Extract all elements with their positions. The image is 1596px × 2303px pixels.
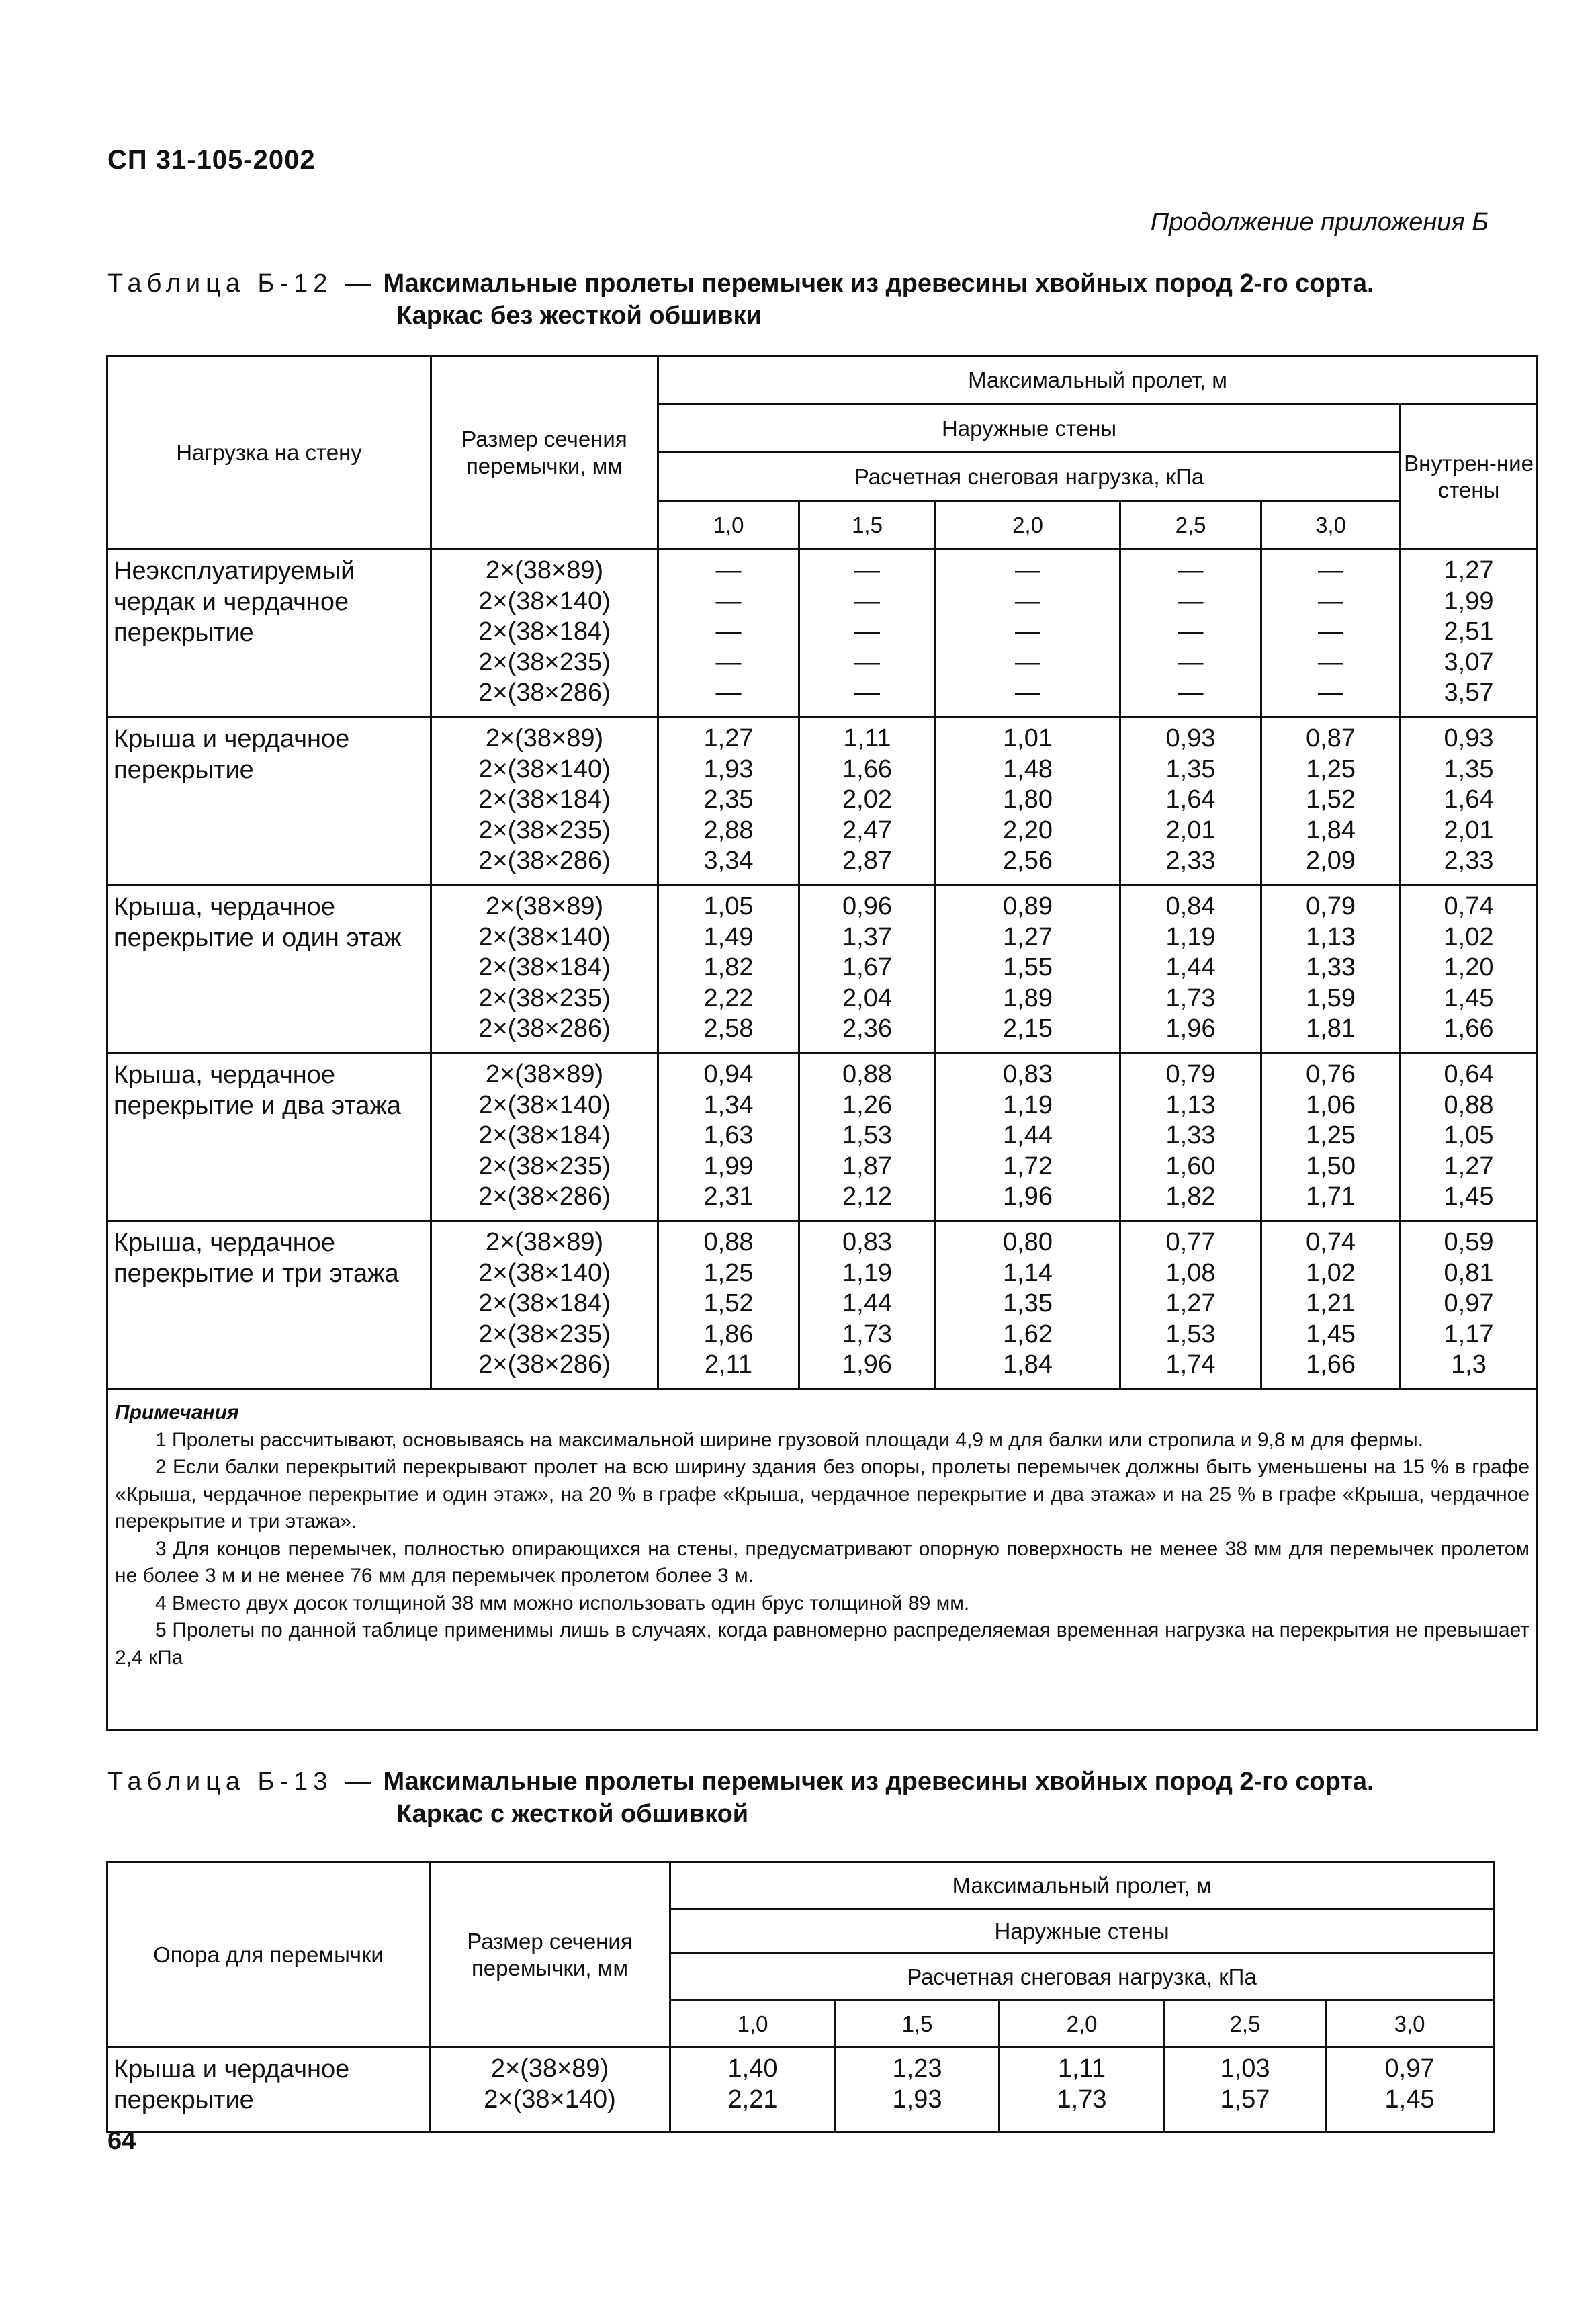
span-values-cell — [1326, 2048, 1494, 2132]
span-values-cell — [658, 885, 799, 1053]
span-value: 2,15 — [1003, 1014, 1053, 1043]
notes-title: Примечания — [115, 1401, 239, 1424]
span-value: 0,97 — [1384, 2054, 1435, 2083]
span-value: 1,50 — [1306, 1152, 1356, 1180]
span-value: 1,05 — [1444, 1121, 1494, 1149]
group-label: Крыша, чердачное перекрытие и два этажа — [107, 1053, 431, 1221]
span-value: — — [1318, 679, 1343, 707]
span-value: 1,27 — [1444, 1152, 1494, 1180]
span-value: 1,89 — [1003, 984, 1053, 1012]
span-value: — — [854, 617, 880, 646]
span-value: — — [1178, 648, 1204, 677]
note-1: 1 Пролеты рассчитывают, основываясь на максимальной ширине грузовой площади 4,9 м для балки или стропила и 9,8 м для фермы. — [155, 1428, 1423, 1451]
span-values-cell — [1401, 1053, 1538, 1221]
span-value: 1,96 — [842, 1350, 892, 1379]
span-value: 1,33 — [1165, 1121, 1216, 1149]
span-value: — — [1178, 586, 1204, 615]
span-value: 1,96 — [1165, 1014, 1216, 1043]
span-values-cell — [936, 550, 1120, 718]
table-13 — [106, 1861, 1495, 2133]
span-values-cell — [1120, 550, 1261, 718]
span-value: 1,35 — [1003, 1289, 1053, 1317]
span-value: 0,59 — [1444, 1228, 1494, 1256]
span-values-cell — [1261, 718, 1401, 885]
span-value: 2,01 — [1444, 816, 1494, 844]
span-value: — — [1015, 556, 1040, 584]
span-value: 2,56 — [1003, 846, 1053, 875]
span-value: 0,79 — [1165, 1060, 1216, 1088]
span-value: 0,83 — [1003, 1060, 1053, 1088]
header-snow-1-5: 1,5 — [836, 2001, 1000, 2048]
span-value: 1,11 — [1057, 2054, 1106, 2083]
span-value: — — [1318, 586, 1343, 615]
section-size: 2×(38×184) — [478, 617, 611, 646]
span-value: 1,13 — [1165, 1090, 1216, 1119]
span-value: — — [715, 617, 742, 646]
section-size: 2×(38×286) — [478, 1182, 611, 1211]
span-value: 0,87 — [1306, 724, 1356, 752]
note-2: 2 Если балки перекрытий перекрывают пролет на всю ширину здания без опоры, пролеты перемычек должны быть уменьшены на 15 % в графе «Крыша, чердачное перекрытие и один этаж», на 20 % в графе «Крыша, чердачное перекрытие и два этажа» и на 25 % в графе «Крыша, чердачное перекрытие и три этажа». — [115, 1456, 1530, 1532]
span-value: 1,02 — [1306, 1258, 1356, 1287]
span-value: 1,26 — [842, 1090, 892, 1119]
span-values-cell — [936, 718, 1120, 885]
table-13-label: Таблица Б-13 — — [107, 1768, 376, 1796]
section-sizes-cell — [431, 885, 658, 1053]
span-values-cell — [1000, 2048, 1165, 2132]
header-snow-3-0: 3,0 — [1261, 501, 1401, 550]
span-value: 1,06 — [1306, 1090, 1356, 1119]
span-value: 0,89 — [1003, 892, 1053, 920]
span-value: 1,34 — [703, 1090, 754, 1119]
span-value: 1,45 — [1444, 984, 1494, 1012]
span-values-cell — [1401, 885, 1538, 1053]
span-value: 0,74 — [1444, 892, 1494, 920]
span-value: 2,21 — [727, 2085, 778, 2114]
span-values-cell — [799, 885, 936, 1053]
span-value: 0,96 — [842, 892, 892, 920]
span-value: 1,45 — [1384, 2085, 1435, 2114]
span-value: 1,81 — [1306, 1014, 1356, 1043]
header-max-span: Максимальный пролет, м — [670, 1862, 1494, 1909]
group-label: Крыша и чердачное перекрытие — [107, 718, 431, 885]
span-values-cell — [658, 1221, 799, 1389]
span-value: 0,83 — [842, 1228, 892, 1256]
header-snow-2-0: 2,0 — [936, 501, 1120, 550]
span-value: 2,58 — [703, 1014, 754, 1043]
span-value: 0,74 — [1306, 1228, 1356, 1256]
group-label: Крыша, чердачное перекрытие и три этажа — [107, 1221, 431, 1389]
span-value: 1,03 — [1220, 2054, 1270, 2083]
span-value: 2,09 — [1306, 846, 1356, 875]
header-load: Нагрузка на стену — [107, 356, 431, 550]
continuation-note: Продолжение приложения Б — [1150, 208, 1489, 236]
span-values-cell — [799, 1221, 936, 1389]
span-value: 0,94 — [703, 1060, 754, 1088]
note-5: 5 Пролеты по данной таблице применимы лишь в случаях, когда равномерно распределяемая временная нагрузка на перекрытия не превышает 2,4 кПа — [115, 1619, 1530, 1669]
span-value: 0,88 — [842, 1060, 892, 1088]
table-13-title-line1: Максимальные пролеты перемычек из древесины хвойных пород 2-го сорта. — [383, 1768, 1374, 1796]
span-value: 1,05 — [703, 892, 754, 920]
span-value: 1,27 — [1003, 922, 1053, 951]
span-value: 2,12 — [842, 1182, 892, 1211]
section-size: 2×(38×286) — [478, 846, 611, 875]
span-value: 2,35 — [703, 785, 754, 814]
header-inner-walls: Внутрен-ние стены — [1401, 404, 1538, 550]
span-value: 3,34 — [703, 846, 754, 875]
span-value: 0,97 — [1444, 1289, 1494, 1317]
header-section: Размер сечения перемычки, мм — [431, 356, 658, 550]
span-value: 1,66 — [1306, 1350, 1356, 1379]
section-size: 2×(38×89) — [485, 1060, 604, 1088]
span-value: 1,73 — [842, 1319, 892, 1348]
span-value: — — [1318, 617, 1343, 646]
span-value: 1,13 — [1306, 922, 1356, 951]
span-value: — — [1015, 679, 1040, 707]
span-value: 1,11 — [843, 724, 891, 752]
header-section: Размер сечения перемычки, мм — [430, 1862, 670, 2048]
span-value: 1,19 — [1165, 922, 1216, 951]
span-value: — — [1015, 586, 1040, 615]
span-value: — — [854, 586, 880, 615]
span-values-cell — [1165, 2048, 1326, 2132]
span-value: 1,01 — [1003, 724, 1053, 752]
span-value: 1,44 — [1165, 953, 1216, 982]
span-values-cell — [1261, 885, 1401, 1053]
span-value: 1,84 — [1003, 1350, 1053, 1379]
span-value: — — [1318, 556, 1343, 584]
span-values-cell — [1401, 550, 1538, 718]
span-value: 1,93 — [703, 754, 754, 783]
span-values-cell — [658, 1053, 799, 1221]
section-sizes-cell — [431, 550, 658, 718]
section-size: 2×(38×89) — [485, 1228, 604, 1256]
group-row — [107, 550, 1538, 718]
section-size: 2×(38×235) — [478, 816, 611, 844]
span-value: 1,33 — [1306, 953, 1356, 982]
span-value: 1,48 — [1003, 754, 1053, 783]
span-value: 1,40 — [727, 2054, 778, 2083]
span-value: 1,35 — [1165, 754, 1216, 783]
span-values-cell — [936, 885, 1120, 1053]
span-value: 2,33 — [1165, 846, 1216, 875]
note-4: 4 Вместо двух досок толщиной 38 мм можно использовать один брус толщиной 89 мм. — [155, 1592, 970, 1614]
span-value: 2,33 — [1444, 846, 1494, 875]
span-value: 1,25 — [1306, 754, 1356, 783]
span-value: 1,66 — [1444, 1014, 1494, 1043]
header-snow-3-0: 3,0 — [1326, 2001, 1494, 2048]
span-value: 1,64 — [1165, 785, 1216, 814]
span-value: 2,01 — [1165, 816, 1216, 844]
header-outer-walls: Наружные стены — [670, 1909, 1494, 1954]
span-value: 1,66 — [842, 754, 892, 783]
span-value: 1,25 — [703, 1258, 754, 1287]
section-sizes-cell — [430, 2048, 670, 2132]
span-values-cell — [1261, 1221, 1401, 1389]
table-13-caption — [107, 1766, 1489, 1830]
table-12-caption — [107, 267, 1489, 332]
section-size: 2×(38×286) — [478, 1014, 611, 1043]
span-value: 1,93 — [892, 2085, 942, 2114]
section-size: 2×(38×89) — [485, 724, 604, 752]
span-value: 2,51 — [1444, 617, 1494, 646]
section-size: 2×(38×235) — [478, 984, 611, 1012]
section-size: 2×(38×286) — [478, 679, 611, 707]
span-value: 1,71 — [1306, 1182, 1356, 1211]
span-value: 1,25 — [1306, 1121, 1356, 1149]
section-size: 2×(38×235) — [478, 1319, 611, 1348]
span-value: 1,63 — [703, 1121, 754, 1149]
span-value: 1,67 — [842, 953, 892, 982]
span-value: 1,74 — [1165, 1350, 1216, 1379]
span-value: 2,47 — [842, 816, 892, 844]
span-value: 0,79 — [1306, 892, 1356, 920]
span-values-cell — [1401, 718, 1538, 885]
span-value: — — [715, 648, 742, 677]
span-value: — — [1178, 679, 1204, 707]
span-value: 1,84 — [1306, 816, 1356, 844]
span-value: 1,20 — [1444, 953, 1494, 982]
section-size: 2×(38×140) — [478, 754, 611, 783]
span-value: — — [854, 679, 880, 707]
section-size: 2×(38×184) — [478, 1289, 611, 1317]
header-snow-1-0: 1,0 — [670, 2001, 836, 2048]
section-size: 2×(38×235) — [478, 648, 611, 677]
span-value: 1,53 — [842, 1121, 892, 1149]
span-value: 1,57 — [1220, 2085, 1270, 2114]
table-12-title-line1: Максимальные пролеты перемычек из древесины хвойных пород 2-го сорта. — [383, 269, 1374, 298]
section-size: 2×(38×140) — [478, 586, 611, 615]
span-value: 0,76 — [1306, 1060, 1356, 1088]
span-value: 1,62 — [1003, 1319, 1053, 1348]
span-values-cell — [1401, 1221, 1538, 1389]
span-value: 0,84 — [1165, 892, 1216, 920]
span-values-cell — [658, 550, 799, 718]
span-value: 1,59 — [1306, 984, 1356, 1012]
table-12 — [106, 355, 1538, 1731]
span-values-cell — [1120, 1221, 1261, 1389]
span-value: 1,82 — [703, 953, 754, 982]
span-value: 0,93 — [1165, 724, 1216, 752]
span-value: — — [1318, 648, 1343, 677]
section-size: 2×(38×184) — [478, 785, 611, 814]
span-value: 1,72 — [1003, 1152, 1053, 1180]
group-row — [107, 885, 1538, 1053]
group-row — [107, 718, 1538, 885]
span-value: 1,73 — [1165, 984, 1216, 1012]
span-value: 3,57 — [1444, 679, 1494, 707]
span-value: 1,08 — [1165, 1258, 1216, 1287]
span-value: 1,44 — [842, 1289, 892, 1317]
table-13-title-line2: Каркас с жесткой обшивкой — [396, 1800, 749, 1828]
section-size: 2×(38×184) — [478, 953, 611, 982]
span-value: 1,37 — [842, 922, 892, 951]
span-value: 1,21 — [1306, 1289, 1356, 1317]
span-value: 1,73 — [1057, 2085, 1107, 2114]
span-value: 1,17 — [1444, 1319, 1494, 1348]
span-value: 0,64 — [1444, 1060, 1494, 1088]
span-values-cell — [799, 718, 936, 885]
span-values-cell — [1120, 885, 1261, 1053]
span-value: 2,31 — [703, 1182, 754, 1211]
span-values-cell — [1120, 718, 1261, 885]
section-size: 2×(38×140) — [484, 2085, 616, 2114]
span-value: 0,88 — [703, 1228, 754, 1256]
span-value: — — [854, 556, 880, 584]
span-value: — — [715, 556, 742, 584]
span-value: — — [854, 648, 880, 677]
section-size: 2×(38×140) — [478, 1258, 611, 1287]
span-value: 2,11 — [704, 1350, 753, 1379]
header-snow-1-0: 1,0 — [658, 501, 799, 550]
span-value: 1,27 — [1165, 1289, 1216, 1317]
span-value: 1,45 — [1306, 1319, 1356, 1348]
span-value: 1,27 — [1444, 556, 1494, 584]
span-value: — — [715, 679, 742, 707]
span-value: 1,82 — [1165, 1182, 1216, 1211]
span-value: 1,23 — [892, 2054, 942, 2083]
section-size: 2×(38×89) — [485, 892, 604, 920]
span-values-cell — [1261, 1053, 1401, 1221]
span-value: — — [1178, 556, 1204, 584]
span-values-cell — [670, 2048, 836, 2132]
span-values-cell — [799, 1053, 936, 1221]
group-row — [107, 2048, 1494, 2132]
span-value: 1,27 — [703, 724, 754, 752]
span-value: 1,49 — [703, 922, 754, 951]
span-value: — — [715, 586, 742, 615]
span-value: 1,02 — [1444, 922, 1494, 951]
header-snow-2-5: 2,5 — [1120, 501, 1261, 550]
span-value: 1,19 — [842, 1258, 892, 1287]
note-3: 3 Для концов перемычек, полностью опирающихся на стены, предусматривают опорную поверхность не менее 38 мм для перемычек пролетом не более 3 м и не менее 76 мм для перемычек пролетом более 3 м. — [115, 1537, 1530, 1587]
table-12-title-line2: Каркас без жесткой обшивки — [396, 302, 762, 330]
notes-cell — [107, 1389, 1538, 1731]
span-value: 2,22 — [703, 984, 754, 1012]
span-value: 1,64 — [1444, 785, 1494, 814]
span-values-cell — [1120, 1053, 1261, 1221]
section-size: 2×(38×286) — [478, 1350, 611, 1379]
span-value: 0,81 — [1444, 1258, 1494, 1287]
header-snow-load: Расчетная снеговая нагрузка, кПа — [670, 1954, 1494, 2001]
group-row — [107, 1221, 1538, 1389]
span-value: 2,02 — [842, 785, 892, 814]
span-value: 0,80 — [1003, 1228, 1053, 1256]
span-value: 1,52 — [1306, 785, 1356, 814]
span-value: 1,53 — [1165, 1319, 1216, 1348]
header-snow-2-5: 2,5 — [1165, 2001, 1326, 2048]
span-value: 1,52 — [703, 1289, 754, 1317]
span-value: 1,45 — [1444, 1182, 1494, 1211]
span-value: — — [1178, 617, 1204, 646]
section-size: 2×(38×184) — [478, 1121, 611, 1149]
section-size: 2×(38×235) — [478, 1152, 611, 1180]
section-sizes-cell — [431, 1221, 658, 1389]
header-outer-walls: Наружные стены — [658, 404, 1401, 453]
span-value: 0,93 — [1444, 724, 1494, 752]
span-value: 1,99 — [703, 1152, 754, 1180]
group-label: Крыша и чердачное перекрытие — [107, 2048, 430, 2132]
span-values-cell — [936, 1221, 1120, 1389]
span-value: 2,88 — [703, 816, 754, 844]
span-values-cell — [936, 1053, 1120, 1221]
group-row — [107, 1053, 1538, 1221]
span-value: 0,77 — [1165, 1228, 1216, 1256]
header-max-span: Максимальный пролет, м — [658, 356, 1538, 404]
page-number: 64 — [107, 2127, 136, 2155]
span-values-cell — [658, 718, 799, 885]
span-value: 1,44 — [1003, 1121, 1053, 1149]
span-value: 3,07 — [1444, 648, 1494, 677]
span-value: — — [1015, 648, 1040, 677]
span-values-cell — [836, 2048, 1000, 2132]
group-label: Крыша, чердачное перекрытие и один этаж — [107, 885, 431, 1053]
span-values-cell — [1261, 550, 1401, 718]
span-value: 2,04 — [842, 984, 892, 1012]
document-code: СП 31-105-2002 — [107, 145, 316, 175]
span-values-cell — [799, 550, 936, 718]
span-value: 1,3 — [1451, 1350, 1487, 1379]
span-value: 1,96 — [1003, 1182, 1053, 1211]
header-snow-2-0: 2,0 — [1000, 2001, 1165, 2048]
span-value: 2,20 — [1003, 816, 1053, 844]
span-value: 2,87 — [842, 846, 892, 875]
span-value: 1,99 — [1444, 586, 1494, 615]
section-size: 2×(38×89) — [490, 2054, 609, 2083]
span-value: 2,36 — [842, 1014, 892, 1043]
section-size: 2×(38×89) — [485, 556, 604, 584]
span-value: 1,14 — [1003, 1258, 1053, 1287]
span-value: — — [1015, 617, 1040, 646]
span-value: 1,60 — [1165, 1152, 1216, 1180]
span-value: 1,80 — [1003, 785, 1053, 814]
span-value: 1,19 — [1003, 1090, 1053, 1119]
span-value: 1,87 — [842, 1152, 892, 1180]
header-snow-1-5: 1,5 — [799, 501, 936, 550]
span-value: 0,88 — [1444, 1090, 1494, 1119]
section-size: 2×(38×140) — [478, 1090, 611, 1119]
section-sizes-cell — [431, 1053, 658, 1221]
span-value: 1,55 — [1003, 953, 1053, 982]
section-size: 2×(38×140) — [478, 922, 611, 951]
header-snow-load: Расчетная снеговая нагрузка, кПа — [658, 453, 1401, 501]
span-value: 1,35 — [1444, 754, 1494, 783]
group-label: Неэксплуатируемый чердак и чердачное перекрытие — [107, 550, 431, 718]
span-value: 1,86 — [703, 1319, 754, 1348]
section-sizes-cell — [431, 718, 658, 885]
table-12-label: Таблица Б-12 — — [107, 269, 376, 298]
header-support: Опора для перемычки — [107, 1862, 430, 2048]
